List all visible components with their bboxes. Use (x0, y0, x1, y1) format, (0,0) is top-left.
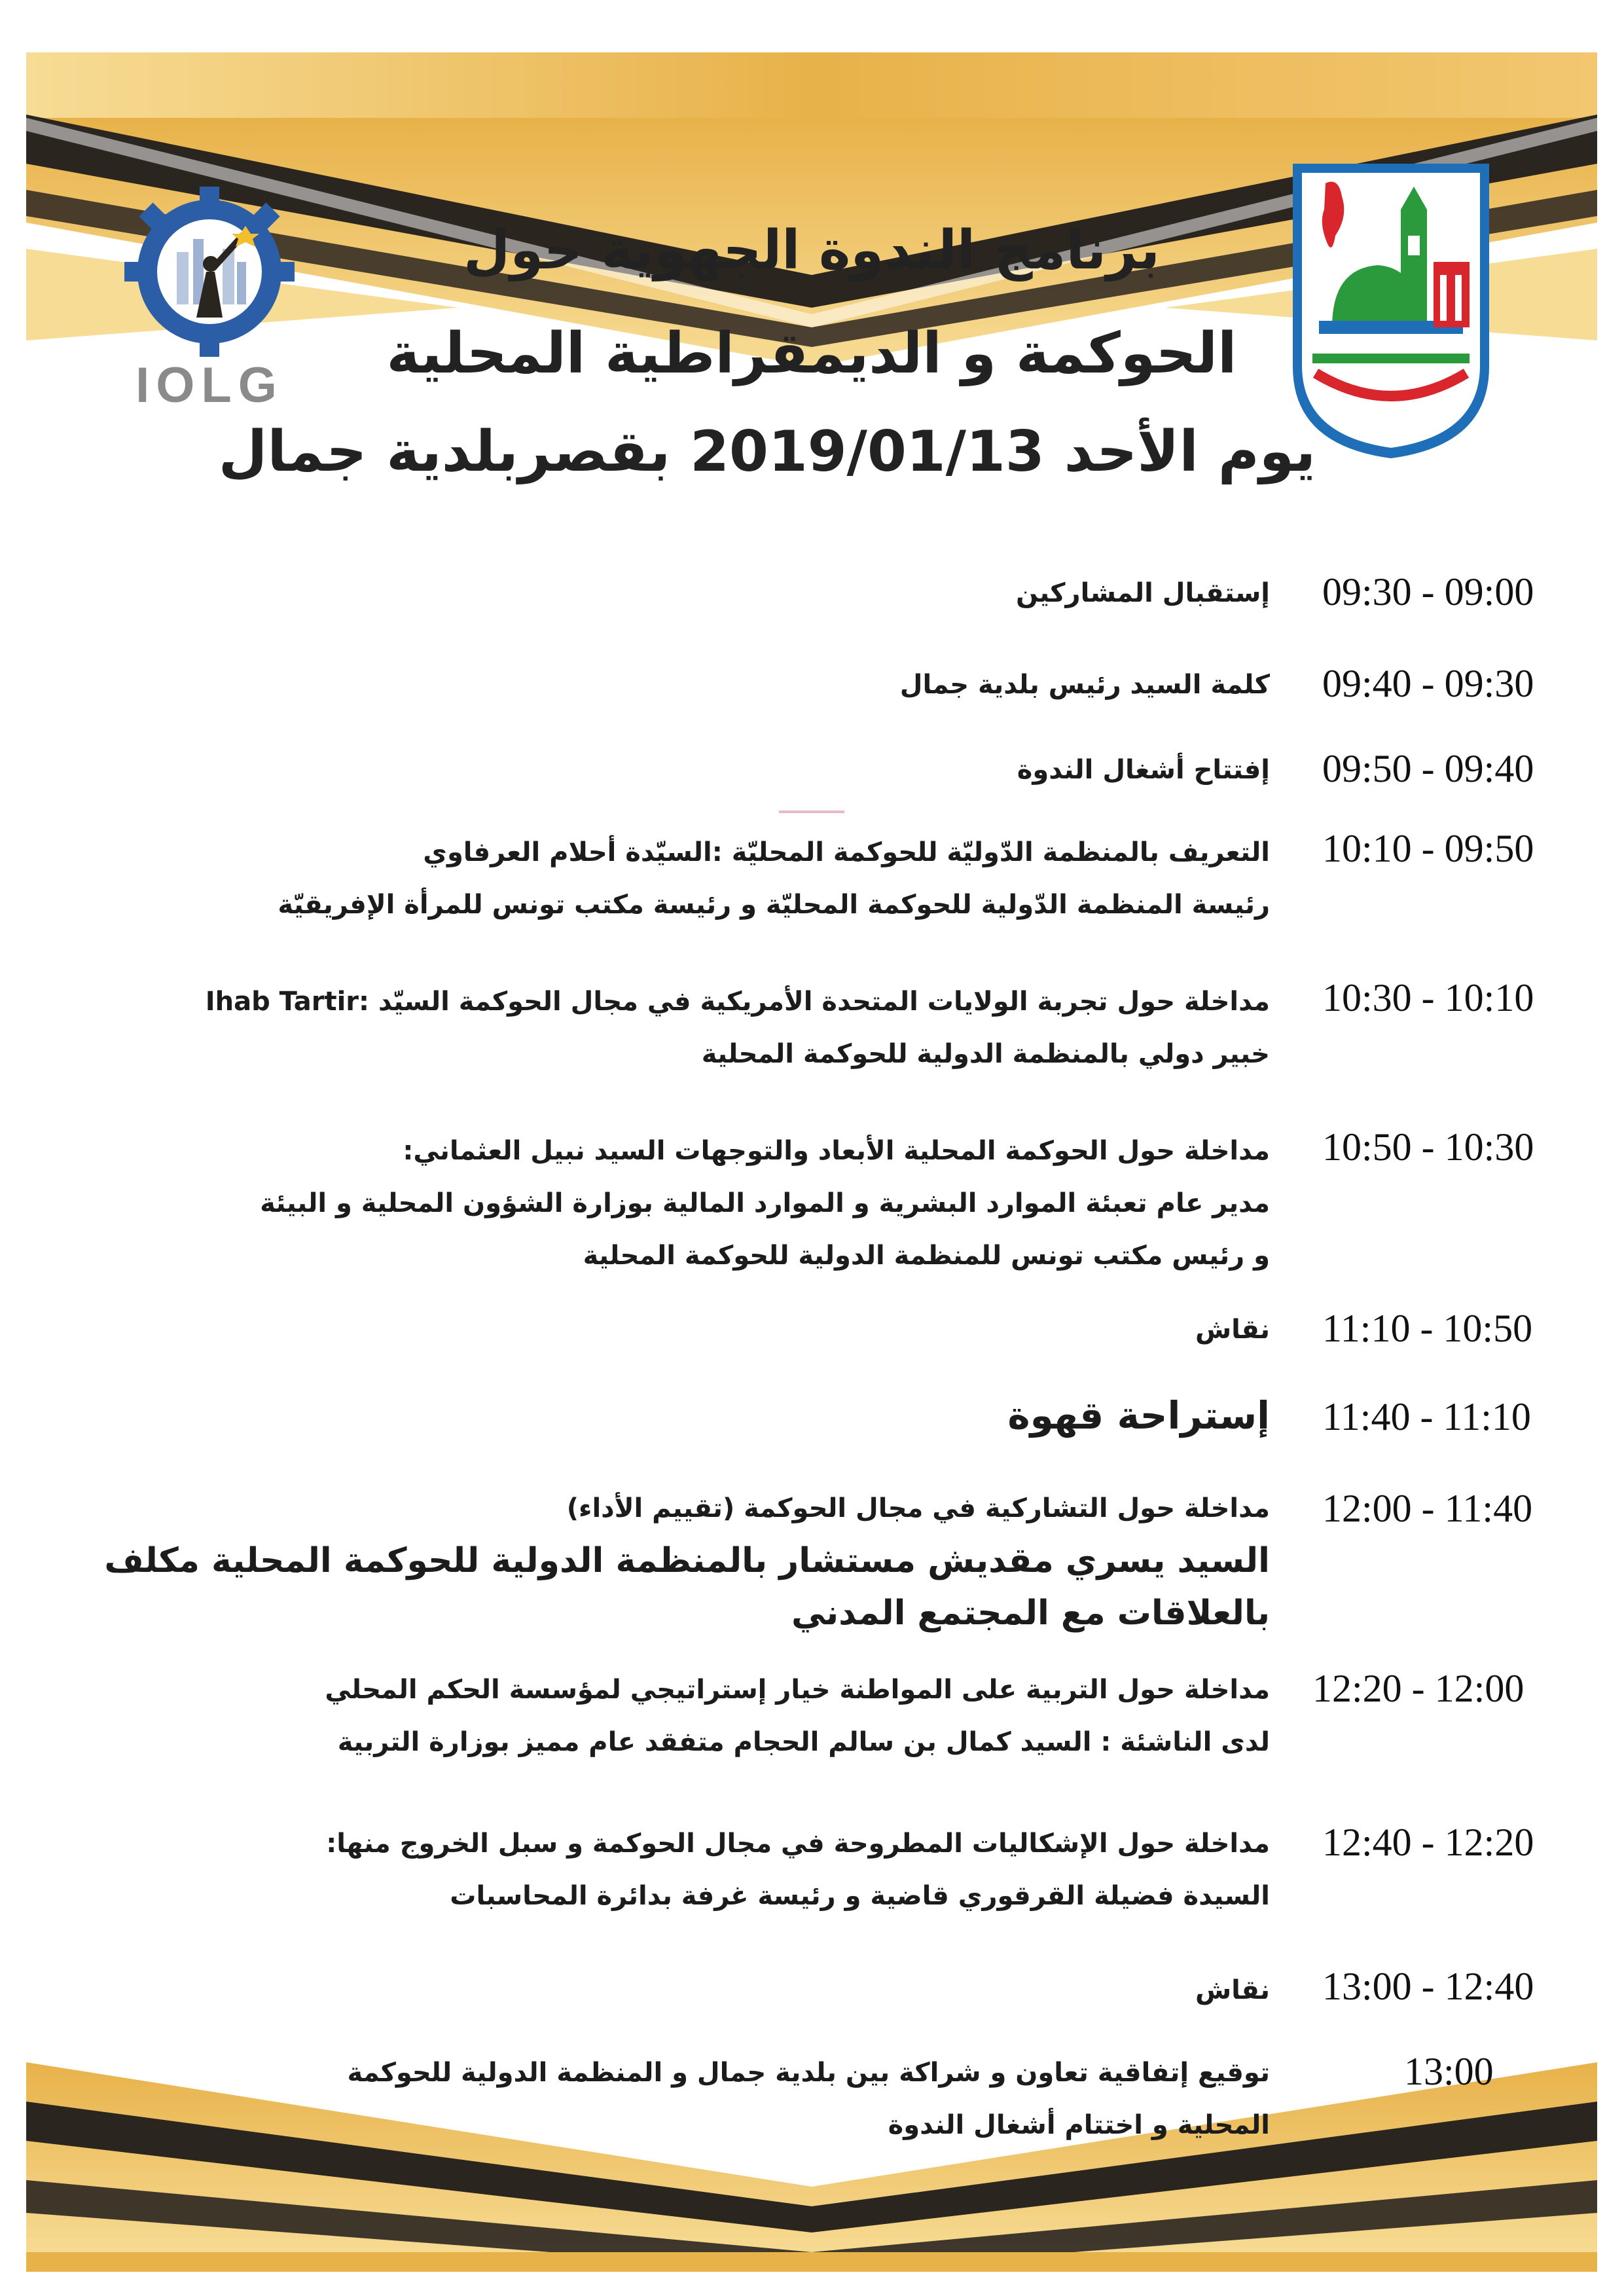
page-subtitle: الحوكمة و الديمقراطية المحلية (386, 321, 1237, 386)
description-line: مداخلة حول الإشكاليات المطروحة في مجال الحوكمة و سبل الخروج منها: (326, 1829, 1270, 1859)
description-line: خبير دولي بالمنظمة الدولية للحوكمة المحلية (701, 1039, 1270, 1069)
iolg-logo-text: IOLG (135, 357, 283, 413)
description-line: نقاش (1195, 1315, 1270, 1345)
schedule-description (348, 2047, 1271, 2151)
description-line: مداخلة حول التشاركية في مجال الحوكمة (تقييم الأداء) (566, 1493, 1270, 1523)
schedule-description (1195, 1964, 1270, 2016)
schedule-description (1195, 1303, 1270, 1356)
schedule-description (326, 1817, 1270, 1922)
description-line: بالعلاقات مع المجتمع المدني (791, 1594, 1270, 1633)
schedule-description (1016, 567, 1270, 619)
crest-icon (1286, 157, 1496, 465)
municipality-crest (1286, 157, 1496, 465)
coffee-break-label: إستراحة قهوة (1007, 1393, 1270, 1438)
description-line: مداخلة حول تجربة الولايات المتحدة الأمريكية في مجال الحوكمة السيّد :Ihab Tartir (205, 987, 1270, 1017)
schedule-description (104, 1482, 1270, 1639)
page-title: برنامج الندوة الجهوية حول (463, 219, 1160, 282)
description-line: إفتتاح أشغال الندوة (1017, 755, 1270, 785)
schedule-description (260, 1125, 1270, 1282)
schedule-time: 12:40 - 12:20 (1322, 1821, 1534, 1864)
schedule-time: 09:30 - 09:00 (1322, 570, 1534, 613)
description-line: المحلية و اختتام أشغال الندوة (888, 2110, 1270, 2140)
schedule-time: 10:50 - 10:30 (1322, 1125, 1534, 1169)
description-line: توقيع إتفاقية تعاون و شراكة بين بلدية جمال و المنظمة الدولية للحوكمة (347, 2058, 1270, 2088)
schedule-description (1007, 1389, 1270, 1442)
event-date-venue: يوم الأحد 2019/01/13 بقصربلدية جمال (218, 419, 1316, 484)
schedule-time: 13:00 (1404, 2050, 1494, 2093)
schedule-description (325, 1664, 1270, 1768)
description-line: مداخلة حول الحوكمة المحلية الأبعاد والتوجهات السيد نبيل العثماني: (403, 1136, 1270, 1166)
schedule-description (1017, 744, 1270, 796)
description-line: لدى الناشئة : السيد كمال بن سالم الحجام متفقد عام مميز بوزارة التربية (337, 1727, 1270, 1757)
schedule-time: 11:10 - 10:50 (1322, 1307, 1533, 1350)
description-line: التعريف بالمنظمة الدّوليّة للحوكمة المحليّة :السيّدة أحلام العرفاوي (423, 837, 1270, 867)
schedule-description (206, 975, 1270, 1080)
schedule-time: 13:00 - 12:40 (1322, 1965, 1534, 2008)
description-line: مدير عام تعبئة الموارد البشرية و الموارد المالية بوزارة الشؤون المحلية و البيئة (260, 1188, 1270, 1218)
description-line: رئيسة المنظمة الدّولية للحوكمة المحليّة و رئيسة مكتب تونس للمرأة الإفريقيّة (278, 890, 1270, 920)
schedule-time: 10:10 - 09:50 (1322, 827, 1534, 870)
description-line: السيد يسري مقديش مستشار بالمنظمة الدولية للحوكمة المحلية مكلف (104, 1541, 1270, 1580)
schedule-time: 12:20 - 12:00 (1312, 1667, 1525, 1710)
description-line: نقاش (1195, 1975, 1270, 2005)
description-line: السيدة فضيلة القرقوري قاضية و رئيسة غرفة بدائرة المحاسبات (450, 1881, 1270, 1911)
description-line: إستقبال المشاركين (1015, 578, 1270, 608)
description-line: و رئيس مكتب تونس للمنظمة الدولية للحوكمة المحلية (583, 1241, 1270, 1271)
schedule-time: 09:50 - 09:40 (1322, 747, 1534, 790)
description-line: مداخلة حول التربية على المواطنة خيار إستراتيجي لمؤسسة الحكم المحلي (325, 1675, 1270, 1705)
gear-icon (98, 187, 321, 357)
schedule-description (900, 659, 1270, 711)
description-line: كلمة السيد رئيس بلدية جمال (899, 670, 1270, 700)
schedule-time: 09:40 - 09:30 (1322, 662, 1534, 705)
schedule-time: 12:00 - 11:40 (1322, 1487, 1533, 1530)
schedule-description (278, 826, 1270, 931)
schedule-time: 10:30 - 10:10 (1322, 976, 1534, 1019)
schedule-time: 11:40 - 11:10 (1322, 1395, 1531, 1438)
iolg-logo (98, 187, 321, 422)
